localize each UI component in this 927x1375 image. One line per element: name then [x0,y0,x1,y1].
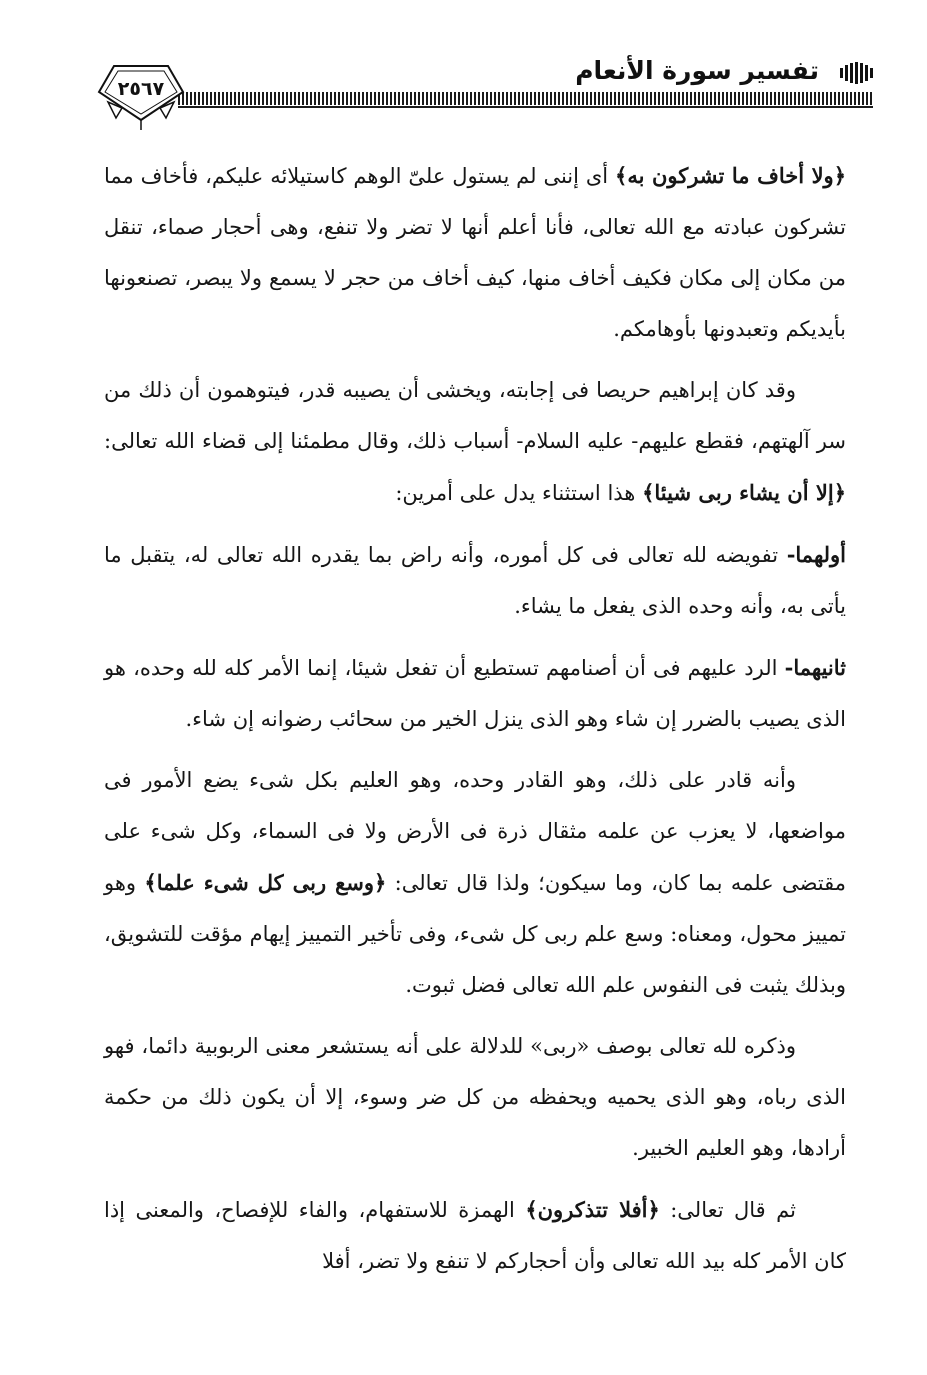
paragraph [104,1184,846,1287]
paragraph [104,642,846,745]
ornament-icon [836,62,876,84]
quran-quote: ﴿ولا أخاف ما تشركون به﴾ [615,163,846,188]
paragraph-text: ثم قال تعالى: [659,1198,796,1222]
paragraph-text: الرد عليهم فى أن أصنامهم تستطيع أن تفعل شيئا، إنما الأمر كله لله وحده، هو الذى يصيب بالضرر إن شاء وهو الذى ينزل الخير من سحائب رضوانه إن شاء. [104,656,846,731]
paragraph-text: أى إننى لم يستول علىّ الوهم كاستيلائه عليكم، فأخاف مما تشركون عبادته مع الله تعالى، فأنا أعلم أنها لا تضر ولا تنفع، وهى أحجار صماء، تنقل من مكان إلى مكان فكيف أخاف منها، كيف أخاف من حجر لا يسمع ولا يبصر، تصنعونها بأيديكم وتعبدونها بأوهامكم. [104,164,846,341]
page-number: ٢٥٦٧ [117,78,165,100]
quran-quote: ﴿أفلا تتذكرون﴾ [525,1197,660,1222]
header-rule-band [178,92,873,105]
paragraph [104,365,846,519]
page-header [0,0,927,140]
paragraph-lead: أولهما- [786,542,846,567]
paragraph-text: وأنه قادر على ذلك، وهو القادر وحده، وهو العليم بكل شىء يضع الأمور فى مواضعها، لا يعزب عن علمه مثقال ذرة فى الأرض ولا فى السماء، وكل شىء على مقتضى علمه بما كان، وما سيكون؛ ولذا قال تعالى: [104,768,846,895]
quran-quote: ﴿وسع ربى كل شىء علما﴾ [144,870,387,895]
body-text [104,150,846,1297]
paragraph [104,1021,846,1174]
paragraph-lead: ثانيهما- [784,655,846,680]
quran-quote: ﴿إلا أن يشاء ربى شيئا﴾ [642,480,846,505]
paragraph-text: وقد كان إبراهيم حريصا فى إجابته، ويخشى أن يصيبه قدر، فيتوهمون أن ذلك من سر آلهتهم، فقطع عليهم- عليه السلام- أسباب ذلك، وقال مطمئنا إلى قضاء الله تعالى: [104,378,846,453]
paragraph-text: الهمزة للاستفهام، والفاء للإفصاح، والمعنى إذا كان الأمر كله بيد الله تعالى وأن أحجاركم لا تنفع ولا تضر، أفلا [104,1198,846,1273]
paragraph-text: وذكره لله تعالى بوصف «ربى» للدلالة على أنه يستشعر معنى الربوبية دائما، فهو الذى رباه، وهو الذى يحميه ويحفظه من كل ضر وسوء، إلا أن يكون ذلك من حكمة أرادها، وهو العليم الخبير. [104,1034,846,1160]
paragraph [104,755,846,1011]
paragraph-text: تفويضه لله تعالى فى كل أموره، وأنه راض بما يقدره الله تعالى له، يتقبل ما يأتى به، وأنه وحده الذى يفعل ما يشاء. [104,543,846,618]
paragraph-text: وهو تمييز محول، ومعناه: وسع علم ربى كل شىء، وفى تأخير التمييز إيهام مؤقت للتشويق، وبذلك يثبت فى النفوس علم الله تعالى فضل ثبوت. [104,871,846,997]
running-title: تفسير سورة الأنعام [575,56,819,85]
paragraph-text: هذا استثناء يدل على أمرين: [395,481,643,505]
header-rule-line [178,106,873,108]
paragraph [104,150,846,355]
paragraph [104,529,846,632]
